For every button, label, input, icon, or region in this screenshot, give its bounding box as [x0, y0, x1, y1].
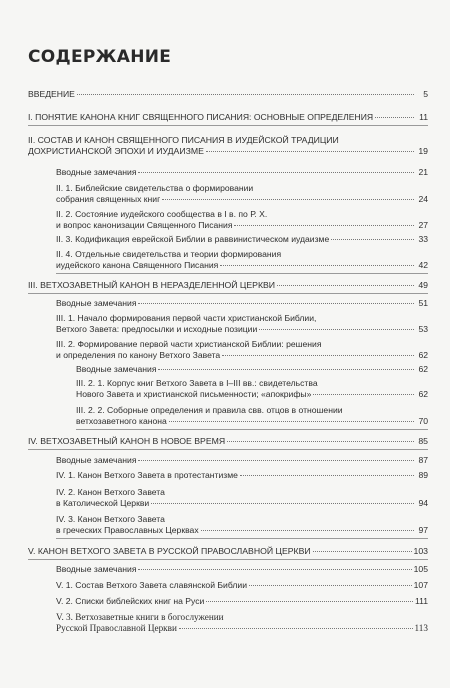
- dot-leader: [138, 172, 414, 173]
- toc-entry: [56, 580, 428, 591]
- page-number: 111: [414, 596, 428, 606]
- toc-entry-line: [56, 234, 428, 245]
- toc-entry-line: [56, 470, 428, 481]
- toc-entry-text: III. 2. Формирование первой части христианской Библии: решения: [56, 339, 322, 349]
- toc-entry-line: [56, 498, 428, 509]
- toc-entry-line: [56, 183, 428, 194]
- toc-entry-line: [76, 364, 428, 375]
- dot-leader: [375, 117, 414, 118]
- toc-entry-line: [28, 89, 428, 100]
- toc-entry-line: [56, 167, 428, 178]
- toc-entry-text: ВВЕДЕНИЕ: [28, 89, 75, 99]
- toc-entry-text: иудейского канона Священного Писания: [56, 260, 219, 270]
- dot-leader: [179, 628, 413, 629]
- toc-entry: [76, 378, 428, 400]
- toc-entry-text: V. 2. Списки библейских книг на Руси: [56, 596, 205, 606]
- page-number: 70: [418, 416, 428, 426]
- page-number: 53: [418, 324, 428, 334]
- dot-leader: [240, 475, 414, 476]
- toc-entry: [56, 455, 428, 466]
- toc-entry: [56, 339, 428, 361]
- toc-entry-line: [76, 405, 428, 416]
- toc-entry: [56, 183, 428, 205]
- toc-entry-line: [56, 564, 428, 575]
- dot-leader: [277, 285, 414, 286]
- page-number: 42: [418, 260, 428, 270]
- toc-entry-text: III. 2. 2. Соборные определения и правила свв. отцов в отношении: [76, 405, 343, 415]
- toc-entry-text: и определения по канону Ветхого Завета: [56, 350, 221, 360]
- toc-entry-line: [28, 146, 428, 157]
- page-number: 87: [418, 455, 428, 465]
- toc-entry: [56, 313, 428, 335]
- dot-leader: [222, 355, 414, 356]
- dot-leader: [206, 151, 414, 152]
- toc-entry-line: [76, 416, 428, 427]
- toc-entry-line: [56, 596, 428, 607]
- toc-entry-text: III. 1. Начало формирования первой части христианской Библии,: [56, 313, 317, 323]
- dot-leader: [201, 530, 414, 531]
- toc-entry-text: III. ВЕТХОЗАВЕТНЫЙ КАНОН В НЕРАЗДЕЛЕННОЙ ЦЕРКВИ: [28, 280, 276, 290]
- toc-entry-text: и вопрос канонизации Священного Писания: [56, 220, 233, 230]
- toc-entry-line: [56, 623, 428, 634]
- toc-entry-text: ветхозаветного канона: [76, 416, 167, 426]
- page-number: 33: [418, 234, 428, 244]
- toc-entry: [28, 135, 428, 157]
- toc-entry-line: [28, 280, 428, 291]
- toc-entry-text: Нового Завета и христианской письменности; «апокрифы»: [76, 389, 312, 399]
- toc-entry: [56, 612, 428, 634]
- toc-entry-text: ДОХРИСТИАНСКОЙ ЭПОХИ И ИУДАИЗМЕ: [28, 146, 204, 156]
- toc-entry-line: [56, 487, 428, 498]
- toc-entry: [56, 298, 428, 309]
- toc-entry: [76, 364, 428, 375]
- dot-leader: [313, 551, 412, 552]
- toc-entry-line: [56, 612, 428, 623]
- dot-leader: [313, 394, 414, 395]
- toc-entry-line: [56, 525, 428, 536]
- dot-leader: [158, 369, 414, 370]
- toc-entry-line: [56, 324, 428, 335]
- toc-entry: [56, 487, 428, 509]
- toc-entry-text: Русской Православной Церкви: [56, 623, 177, 633]
- toc-entry-text: собрания священных книг: [56, 194, 161, 204]
- toc-entry-text: V. 1. Состав Ветхого Завета славянской Библии: [56, 580, 247, 590]
- toc-entry: [56, 564, 428, 575]
- toc-entry-text: Вводные замечания: [76, 364, 157, 374]
- toc-entry: [56, 209, 428, 231]
- toc-entry-text: Вводные замечания: [56, 455, 137, 465]
- toc-entry-line: [76, 389, 428, 400]
- toc-entry-text: IV. ВЕТХОЗАВЕТНЫЙ КАНОН В НОВОЕ ВРЕМЯ: [28, 436, 226, 446]
- page-number: 105: [413, 564, 428, 574]
- toc-entry: [56, 470, 428, 481]
- page-number: 5: [423, 89, 428, 99]
- toc-entry-text: II. 1. Библейские свидетельства о формировании: [56, 183, 254, 193]
- toc-entry-line: [56, 298, 428, 309]
- toc-entry-text: Вводные замечания: [56, 167, 137, 177]
- toc-entry-text: Ветхого Завета: предпосылки и исходные позиции: [56, 324, 258, 334]
- dot-leader: [162, 199, 414, 200]
- dot-leader: [138, 303, 414, 304]
- dot-leader: [138, 460, 414, 461]
- dot-leader: [206, 601, 413, 602]
- toc-entry: [28, 89, 428, 100]
- toc-entry-text: V. 3. Ветхозаветные книги в богослужении: [56, 612, 224, 622]
- toc-entry: [28, 546, 428, 560]
- toc-entry-line: [56, 350, 428, 361]
- dot-leader: [331, 239, 414, 240]
- toc-entry: [28, 112, 428, 126]
- toc-entry: [28, 436, 428, 450]
- page-title: СОДЕРЖАНИЕ: [28, 47, 172, 67]
- page-number: 27: [418, 220, 428, 230]
- toc-entry-line: [56, 194, 428, 205]
- toc-entry-line: [28, 436, 428, 447]
- toc-entry-text: II. 2. Состояние иудейского сообщества в I в. по Р. Х.: [56, 209, 268, 219]
- toc-entry-text: в Католической Церкви: [56, 498, 150, 508]
- page-number: 51: [418, 298, 428, 308]
- toc-entry-line: [56, 313, 428, 324]
- page-number: 107: [413, 580, 428, 590]
- dot-leader: [227, 441, 414, 442]
- toc-entry-line: [28, 112, 428, 123]
- toc-entry-text: IV. 2. Канон Ветхого Завета: [56, 487, 165, 497]
- toc-entry-text: IV. 3. Канон Ветхого Завета: [56, 514, 165, 524]
- dot-leader: [249, 585, 412, 586]
- dot-leader: [169, 421, 414, 422]
- dot-leader: [138, 569, 411, 570]
- toc-entry-line: [56, 580, 428, 591]
- toc-entry-text: Вводные замечания: [56, 298, 137, 308]
- toc-entry-line: [56, 220, 428, 231]
- toc-entry: [56, 234, 428, 245]
- dot-leader: [259, 329, 414, 330]
- toc-entry: [56, 249, 428, 274]
- page-number: 94: [418, 498, 428, 508]
- page-number: 24: [418, 194, 428, 204]
- page-number: 62: [418, 389, 428, 399]
- toc-entry-text: V. КАНОН ВЕТХОГО ЗАВЕТА В РУССКОЙ ПРАВОСЛАВНОЙ ЦЕРКВИ: [28, 546, 311, 556]
- toc-entry-line: [28, 135, 428, 146]
- page-number: 85: [418, 436, 428, 446]
- toc-entry: [56, 596, 428, 607]
- toc-entry: [28, 280, 428, 294]
- page-number: 62: [418, 350, 428, 360]
- toc-entry-line: [56, 249, 428, 260]
- toc-entry: [76, 405, 428, 430]
- toc-entry-line: [56, 260, 428, 271]
- page-number: 89: [418, 470, 428, 480]
- toc-entry-line: [56, 455, 428, 466]
- toc-entry: [56, 167, 428, 178]
- page-number: 62: [418, 364, 428, 374]
- toc-entry-text: Вводные замечания: [56, 564, 137, 574]
- toc-entry-text: I. ПОНЯТИЕ КАНОНА КНИГ СВЯЩЕННОГО ПИСАНИЯ: ОСНОВНЫЕ ОПРЕДЕЛЕНИЯ: [28, 112, 374, 122]
- toc-entry-line: [56, 209, 428, 220]
- page-number: 19: [418, 146, 428, 156]
- toc-entry-text: в греческих Православных Церквах: [56, 525, 199, 535]
- page-number: 11: [419, 112, 428, 122]
- toc-entry-text: II. 3. Кодификация еврейской Библии в раввинистическом иудаизме: [56, 234, 330, 244]
- page-number: 97: [418, 525, 428, 535]
- dot-leader: [234, 225, 414, 226]
- page-number: 103: [413, 546, 428, 556]
- page-number: 113: [414, 623, 428, 633]
- toc-entry-text: II. СОСТАВ И КАНОН СВЯЩЕННОГО ПИСАНИЯ В ИУДЕЙСКОЙ ТРАДИЦИИ: [28, 135, 339, 145]
- toc-entry-line: [56, 339, 428, 350]
- dot-leader: [220, 265, 414, 266]
- page-number: 49: [418, 280, 428, 290]
- toc-entry-line: [56, 514, 428, 525]
- dot-leader: [151, 503, 414, 504]
- toc-entry: [56, 514, 428, 539]
- dot-leader: [77, 94, 414, 95]
- toc-entry-line: [76, 378, 428, 389]
- toc-entry-line: [28, 546, 428, 557]
- toc-entry-text: II. 4. Отдельные свидетельства и теории формирования: [56, 249, 282, 259]
- page-number: 21: [418, 167, 428, 177]
- toc-entry-text: IV. 1. Канон Ветхого Завета в протестантизме: [56, 470, 238, 480]
- toc-entry-text: III. 2. 1. Корпус книг Ветхого Завета в I–III вв.: свидетельства: [76, 378, 318, 388]
